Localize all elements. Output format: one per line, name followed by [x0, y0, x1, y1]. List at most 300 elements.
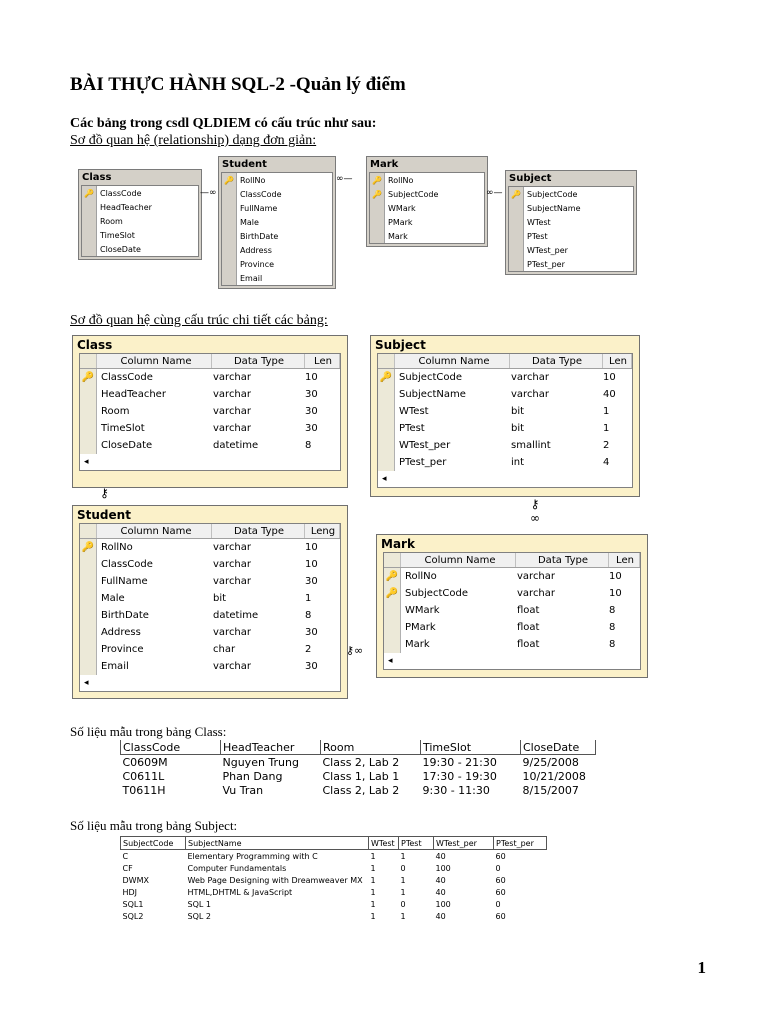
- row-selector: [509, 215, 524, 229]
- length: 1: [603, 423, 610, 434]
- row-selector: [80, 590, 97, 607]
- table-cell: Computer Fundamentals: [187, 863, 287, 873]
- data-type: varchar: [213, 559, 252, 570]
- header-column-name: Column Name: [401, 553, 516, 567]
- header-length: Len: [609, 553, 640, 567]
- field-name: WTest_per: [527, 245, 568, 255]
- table-cell: Class 1, Lab 1: [322, 769, 400, 783]
- field-name: TimeSlot: [100, 230, 135, 240]
- table-cell: 60: [495, 875, 506, 885]
- column-name: ClassCode: [101, 559, 153, 570]
- table-cell: 40: [435, 875, 446, 885]
- column-row: [378, 369, 632, 386]
- field-row: [82, 186, 198, 200]
- length: 2: [305, 644, 312, 655]
- detail-table-title: Student: [77, 508, 131, 522]
- data-type: varchar: [213, 389, 252, 400]
- table-cell: 0: [400, 899, 406, 909]
- field-row: [509, 187, 633, 201]
- field-row: [370, 187, 484, 201]
- field-row: [222, 271, 332, 285]
- row-selector: [370, 215, 385, 229]
- table-cell: C0611L: [122, 769, 165, 783]
- row-selector: [370, 201, 385, 215]
- simple-table-student: [218, 156, 336, 289]
- key-icon: 🔑: [509, 187, 524, 201]
- table-cell: 9/25/2008: [522, 755, 579, 769]
- table-cell: Class 2, Lab 2: [322, 755, 400, 769]
- field-name: PMark: [388, 217, 413, 227]
- data-type: char: [213, 644, 236, 655]
- column-row: [378, 403, 632, 420]
- field-name: Email: [240, 273, 263, 283]
- data-type: float: [517, 622, 540, 633]
- table-cell: Elementary Programming with C: [187, 851, 318, 861]
- header-cell: Room: [321, 740, 421, 755]
- data-type: float: [517, 605, 540, 616]
- table-row: [121, 755, 596, 770]
- header-cell: HeadTeacher: [221, 740, 321, 755]
- table-cell: 40: [435, 887, 446, 897]
- row-selector: [222, 271, 237, 285]
- table-cell: C: [122, 851, 129, 861]
- key-icon: 🔑: [370, 173, 385, 187]
- length: 10: [603, 372, 616, 383]
- row-selector: [80, 624, 97, 641]
- column-name: WTest: [399, 406, 429, 417]
- header-selector: [384, 553, 401, 567]
- row-selector: [80, 658, 97, 675]
- field-row: [82, 214, 198, 228]
- subject-sample-table: [120, 836, 547, 922]
- simple-table-title: Mark: [367, 157, 487, 172]
- table-cell: 9:30 - 11:30: [422, 783, 490, 797]
- grid-header: [80, 354, 340, 369]
- table-cell: Web Page Designing with Dreamweaver MX: [187, 875, 363, 885]
- table-cell: 1: [370, 851, 376, 861]
- table-row: [121, 783, 596, 797]
- column-name: PTest: [399, 423, 425, 434]
- table-cell: C0609M: [122, 755, 168, 769]
- field-row: [509, 257, 633, 271]
- column-row: [384, 568, 640, 585]
- row-selector: [378, 403, 395, 420]
- data-type: float: [517, 639, 540, 650]
- table-row: [121, 910, 547, 922]
- table-cell: 17:30 - 19:30: [422, 769, 497, 783]
- data-type: varchar: [213, 423, 252, 434]
- column-row: [80, 420, 340, 437]
- header-length: Leng: [305, 524, 340, 538]
- column-row: [378, 420, 632, 437]
- row-selector: [509, 229, 524, 243]
- field-name: ClassCode: [100, 188, 142, 198]
- header-cell: SubjectCode: [121, 837, 186, 850]
- row-selector: [222, 257, 237, 271]
- length: 30: [305, 661, 318, 672]
- table-cell: T0611H: [122, 783, 166, 797]
- field-row: [82, 228, 198, 242]
- column-row: [80, 641, 340, 658]
- field-row: [222, 229, 332, 243]
- column-name: CloseDate: [101, 440, 153, 451]
- column-row: [80, 624, 340, 641]
- field-name: CloseDate: [100, 244, 141, 254]
- table-cell: 40: [435, 911, 446, 921]
- field-name: BirthDate: [240, 231, 279, 241]
- subtitle: Các bảng trong csdl QLDIEM có cấu trúc như sau:: [70, 116, 377, 131]
- column-name: SubjectName: [399, 389, 466, 400]
- column-row: [80, 590, 340, 607]
- data-type: varchar: [213, 406, 252, 417]
- length: 8: [609, 622, 616, 633]
- column-name: WMark: [405, 605, 440, 616]
- column-row: [80, 573, 340, 590]
- table-cell: 19:30 - 21:30: [422, 755, 497, 769]
- table-cell: 60: [495, 851, 506, 861]
- table-cell: Class 2, Lab 2: [322, 783, 400, 797]
- field-name: Mark: [388, 231, 408, 241]
- data-type: bit: [511, 423, 525, 434]
- table-cell: 1: [370, 863, 376, 873]
- table-row: [121, 769, 596, 783]
- row-selector: [370, 229, 385, 243]
- row-selector: [80, 641, 97, 658]
- row-selector: [384, 619, 401, 636]
- data-type: int: [511, 457, 525, 468]
- row-selector: [222, 201, 237, 215]
- length: 10: [609, 588, 622, 599]
- length: 1: [603, 406, 610, 417]
- column-name: TimeSlot: [101, 423, 145, 434]
- row-selector: [384, 602, 401, 619]
- header-cell: ClassCode: [121, 740, 221, 755]
- header-cell: SubjectName: [186, 837, 369, 850]
- table-cell: 1: [400, 851, 406, 861]
- field-name: ClassCode: [240, 189, 282, 199]
- field-name: Male: [240, 217, 259, 227]
- data-type: varchar: [511, 389, 550, 400]
- row-selector: [80, 573, 97, 590]
- field-name: Room: [100, 216, 123, 226]
- table-cell: 60: [495, 911, 506, 921]
- grid-header: [80, 524, 340, 539]
- column-row: [80, 403, 340, 420]
- row-selector: [222, 187, 237, 201]
- header-column-name: Column Name: [97, 524, 212, 538]
- column-row: [378, 437, 632, 454]
- field-name: SubjectName: [527, 203, 581, 213]
- data-type: varchar: [511, 372, 550, 383]
- column-row: [378, 386, 632, 403]
- field-name: SubjectCode: [388, 189, 439, 199]
- row-selector: [378, 454, 395, 471]
- table-cell: SQL2: [122, 911, 144, 921]
- column-name: HeadTeacher: [101, 389, 166, 400]
- length: 8: [609, 605, 616, 616]
- table-cell: HDJ: [122, 887, 138, 897]
- field-row: [509, 215, 633, 229]
- header-selector: [378, 354, 395, 368]
- row-selector: [384, 636, 401, 653]
- table-cell: 10/21/2008: [522, 769, 586, 783]
- column-row: [80, 386, 340, 403]
- field-row: [509, 229, 633, 243]
- data-type: varchar: [517, 588, 556, 599]
- simple-table-title: Subject: [506, 171, 636, 186]
- table-cell: 60: [495, 887, 506, 897]
- length: 10: [305, 542, 318, 553]
- table-header-row: [121, 740, 596, 755]
- simple-diagram-label: Sơ đồ quan hệ (relationship) dạng đơn giản:: [70, 133, 317, 148]
- row-selector: [82, 200, 97, 214]
- relation-connector-icon: —∞: [200, 188, 217, 198]
- data-type: varchar: [213, 627, 252, 638]
- row-selector: [80, 386, 97, 403]
- data-type: varchar: [213, 542, 252, 553]
- field-row: [370, 201, 484, 215]
- column-name: SubjectCode: [405, 588, 468, 599]
- data-type: bit: [213, 593, 227, 604]
- key-icon: 🔑: [378, 369, 395, 386]
- header-length: Len: [305, 354, 340, 368]
- field-name: FullName: [240, 203, 278, 213]
- table-cell: DWMX: [122, 875, 149, 885]
- table-cell: HTML,DHTML & JavaScript: [187, 887, 293, 897]
- row-selector: [80, 403, 97, 420]
- header-column-name: Column Name: [97, 354, 212, 368]
- table-cell: SQL 1: [187, 899, 211, 909]
- row-selector: [80, 556, 97, 573]
- header-cell: CloseDate: [521, 740, 596, 755]
- column-name: Email: [101, 661, 129, 672]
- row-selector: [222, 243, 237, 257]
- table-cell: 1: [370, 887, 376, 897]
- detail-table-class: [72, 335, 348, 488]
- column-name: Mark: [405, 639, 430, 650]
- table-cell: CF: [122, 863, 133, 873]
- key-icon: 🔑: [82, 186, 97, 200]
- detail-table-subject: [370, 335, 640, 497]
- row-selector: [509, 243, 524, 257]
- row-selector: [82, 214, 97, 228]
- simple-table-title: Class: [79, 170, 201, 185]
- column-name: FullName: [101, 576, 148, 587]
- length: 2: [603, 440, 610, 451]
- header-selector: [80, 354, 97, 368]
- header-column-name: Column Name: [395, 354, 510, 368]
- header-length: Len: [603, 354, 632, 368]
- simple-table-class: [78, 169, 202, 260]
- column-name: SubjectCode: [399, 372, 462, 383]
- header-data-type: Data Type: [510, 354, 603, 368]
- table-cell: Vu Tran: [222, 783, 264, 797]
- header-data-type: Data Type: [212, 524, 305, 538]
- data-type: varchar: [213, 372, 252, 383]
- table-row: [121, 886, 547, 898]
- horizontal-scrollbar[interactable]: ◂: [382, 474, 387, 484]
- data-type: smallint: [511, 440, 551, 451]
- data-type: varchar: [517, 571, 556, 582]
- length: 10: [609, 571, 622, 582]
- field-row: [222, 257, 332, 271]
- table-cell: 40: [435, 851, 446, 861]
- length: 10: [305, 559, 318, 570]
- length: 4: [603, 457, 610, 468]
- table-cell: 1: [400, 887, 406, 897]
- length: 10: [305, 372, 318, 383]
- detail-table-student: [72, 505, 348, 699]
- column-row: [80, 607, 340, 624]
- data-type: varchar: [213, 661, 252, 672]
- table-cell: Nguyen Trung: [222, 755, 299, 769]
- table-cell: 1: [370, 911, 376, 921]
- field-row: [82, 200, 198, 214]
- key-icon: 🔑: [384, 568, 401, 585]
- column-name: WTest_per: [399, 440, 451, 451]
- data-type: datetime: [213, 440, 259, 451]
- column-row: [80, 556, 340, 573]
- field-row: [509, 243, 633, 257]
- field-row: [222, 243, 332, 257]
- class-sample-table: [120, 740, 596, 797]
- row-selector: [80, 437, 97, 454]
- relation-connector-icon: ∞—: [486, 188, 503, 198]
- key-icon: 🔑: [80, 539, 97, 556]
- table-cell: 0: [495, 899, 501, 909]
- page-title: BÀI THỰC HÀNH SQL-2 -Quản lý điểm: [70, 74, 406, 95]
- table-cell: 100: [435, 899, 451, 909]
- field-name: RollNo: [388, 175, 414, 185]
- length: 30: [305, 423, 318, 434]
- field-name: Address: [240, 245, 272, 255]
- relation-connector-icon: ⚷∞: [346, 644, 364, 657]
- column-name: PTest_per: [399, 457, 447, 468]
- column-name: RollNo: [405, 571, 437, 582]
- table-cell: 1: [400, 875, 406, 885]
- horizontal-scrollbar[interactable]: ◂: [388, 656, 393, 666]
- detail-table-title: Mark: [381, 537, 415, 551]
- table-row: [121, 898, 547, 910]
- field-name: RollNo: [240, 175, 266, 185]
- length: 30: [305, 576, 318, 587]
- relation-key-icon: ⚷: [100, 486, 109, 500]
- column-name: Province: [101, 644, 144, 655]
- field-name: WMark: [388, 203, 416, 213]
- length: 30: [305, 406, 318, 417]
- field-row: [82, 242, 198, 256]
- table-cell: Phan Dang: [222, 769, 283, 783]
- table-header-row: [121, 837, 547, 850]
- field-name: SubjectCode: [527, 189, 578, 199]
- column-row: [384, 585, 640, 602]
- table-cell: 1: [370, 899, 376, 909]
- field-row: [222, 215, 332, 229]
- data-type: varchar: [213, 576, 252, 587]
- column-row: [80, 658, 340, 675]
- table-cell: 100: [435, 863, 451, 873]
- column-name: ClassCode: [101, 372, 153, 383]
- row-selector: [509, 257, 524, 271]
- table-cell: SQL1: [122, 899, 144, 909]
- simple-table-subject: [505, 170, 637, 275]
- field-name: PTest: [527, 231, 548, 241]
- row-selector: [80, 420, 97, 437]
- relation-connector-icon: ∞—: [336, 174, 353, 184]
- header-selector: [80, 524, 97, 538]
- detail-table-title: Subject: [375, 338, 426, 352]
- table-cell: 0: [495, 863, 501, 873]
- key-icon: 🔑: [222, 173, 237, 187]
- table-row: [121, 862, 547, 874]
- length: 40: [603, 389, 616, 400]
- table-cell: 1: [370, 875, 376, 885]
- length: 8: [305, 440, 312, 451]
- header-data-type: Data Type: [212, 354, 305, 368]
- column-row: [384, 619, 640, 636]
- table-row: [121, 874, 547, 886]
- header-data-type: Data Type: [516, 553, 609, 567]
- column-name: Male: [101, 593, 125, 604]
- data-type: bit: [511, 406, 525, 417]
- column-row: [378, 454, 632, 471]
- detail-table-title: Class: [77, 338, 113, 352]
- simple-table-mark: [366, 156, 488, 247]
- header-cell: WTest_per: [434, 837, 494, 850]
- field-row: [509, 201, 633, 215]
- row-selector: [509, 201, 524, 215]
- key-icon: 🔑: [384, 585, 401, 602]
- key-icon: 🔑: [370, 187, 385, 201]
- header-cell: TimeSlot: [421, 740, 521, 755]
- data-type: datetime: [213, 610, 259, 621]
- table-cell: SQL 2: [187, 911, 211, 921]
- field-name: WTest: [527, 217, 551, 227]
- row-selector: [378, 420, 395, 437]
- row-selector: [82, 228, 97, 242]
- horizontal-scrollbar[interactable]: ◂: [84, 678, 89, 688]
- detail-table-mark: [376, 534, 648, 678]
- field-row: [370, 229, 484, 243]
- column-row: [80, 539, 340, 556]
- length: 1: [305, 593, 312, 604]
- field-row: [222, 201, 332, 215]
- column-name: Address: [101, 627, 141, 638]
- length: 30: [305, 389, 318, 400]
- column-row: [80, 437, 340, 454]
- column-name: PMark: [405, 622, 436, 633]
- table-cell: 0: [400, 863, 406, 873]
- column-name: Room: [101, 406, 130, 417]
- row-selector: [222, 215, 237, 229]
- field-row: [222, 173, 332, 187]
- column-row: [384, 602, 640, 619]
- field-name: HeadTeacher: [100, 202, 152, 212]
- relation-connector-icon: ⚷∞: [528, 497, 542, 525]
- column-name: RollNo: [101, 542, 133, 553]
- class-sample-label: Số liệu mẫu trong bảng Class:: [70, 724, 227, 739]
- length: 8: [609, 639, 616, 650]
- field-row: [370, 173, 484, 187]
- table-row: [121, 850, 547, 863]
- detail-diagram-label: Sơ đồ quan hệ cùng cấu trúc chi tiết các bảng:: [70, 313, 328, 328]
- header-cell: PTest: [399, 837, 434, 850]
- row-selector: [378, 437, 395, 454]
- row-selector: [80, 607, 97, 624]
- header-cell: WTest: [369, 837, 399, 850]
- length: 8: [305, 610, 312, 621]
- horizontal-scrollbar[interactable]: ◂: [84, 457, 89, 467]
